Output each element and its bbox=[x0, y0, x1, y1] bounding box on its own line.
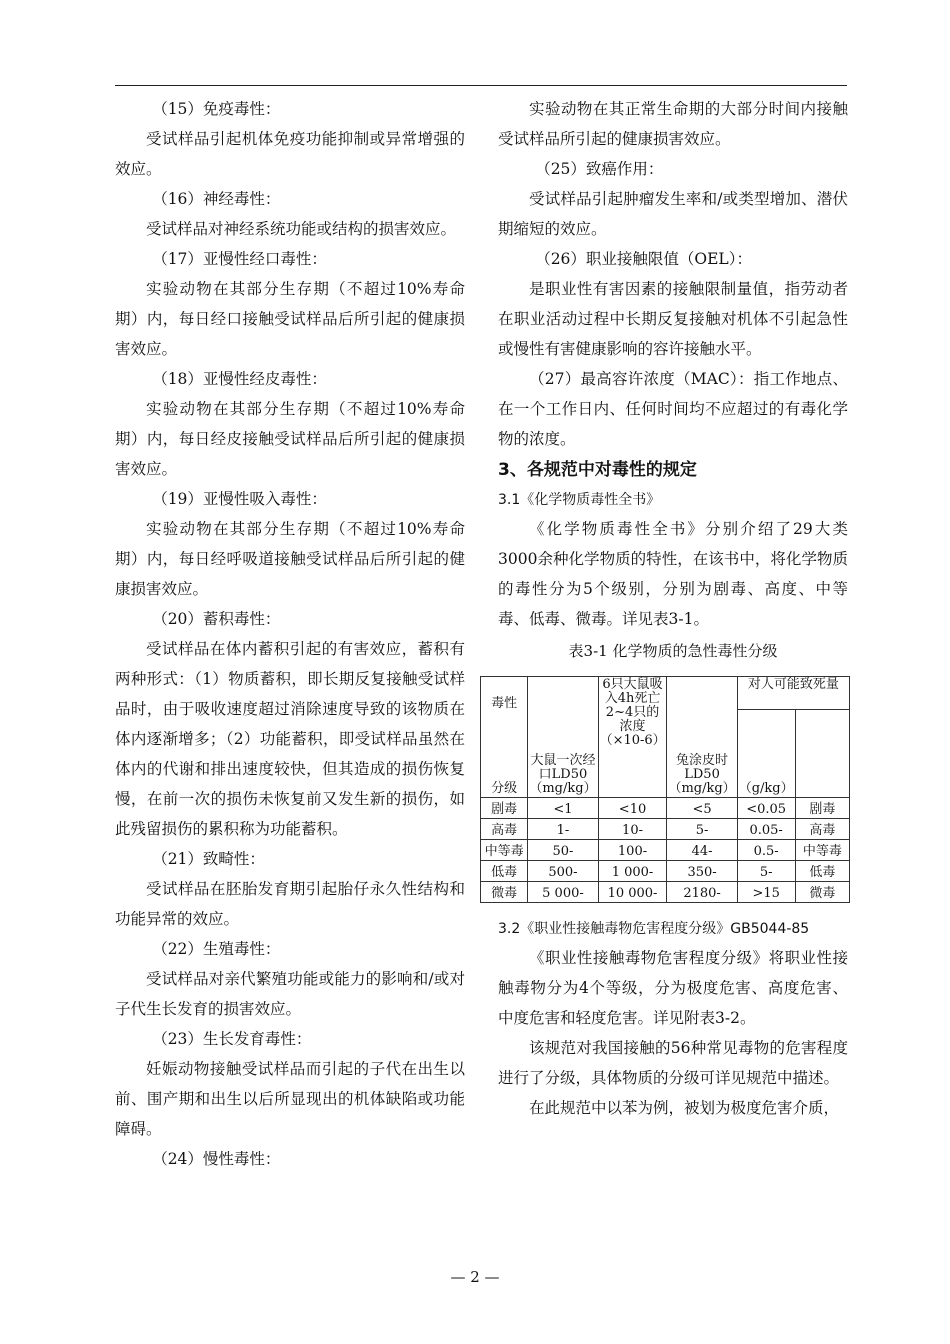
term-definition: 是职业性有害因素的接触限制量值，指劳动者在职业活动过程中长期反复接触对机体不引起急性或慢性有害健康影响的容许接触水平。 bbox=[498, 280, 848, 358]
term-definition: 实验动物在其正常生命期的大部分时间内接触受试样品所引起的健康损害效应。 bbox=[498, 100, 848, 148]
header-inhalation: 6只大鼠吸入4h死亡2~4只的浓度（×10-6） bbox=[598, 677, 667, 798]
cell-inhal: 10 000- bbox=[598, 882, 667, 903]
term-definition: 实验动物在其部分生存期（不超过10%寿命期）内，每日经呼吸道接触受试样品后所引起的健康损害效应。 bbox=[115, 520, 465, 598]
cell-skin: 2180- bbox=[667, 882, 737, 903]
cell-label: 中等毒 bbox=[795, 840, 849, 861]
cell-grade: 剧毒 bbox=[481, 798, 528, 819]
term-definition: 受试样品在胚胎发育期引起胎仔永久性结构和功能异常的效应。 bbox=[115, 880, 465, 928]
cell-label: 微毒 bbox=[795, 882, 849, 903]
cell-oral: 50- bbox=[528, 840, 598, 861]
table-row bbox=[481, 861, 850, 882]
term-definition: 实验动物在其部分生存期（不超过10%寿命期）内，每日经皮接触受试样品后所引起的健康损害效应。 bbox=[115, 400, 465, 478]
table-row bbox=[481, 819, 850, 840]
header-skin-ld50: 兔涂皮时LD50（mg/kg） bbox=[667, 677, 737, 798]
header-rule bbox=[115, 85, 847, 86]
header-human-unit: （g/kg） bbox=[737, 710, 795, 798]
cell-human: 0.05- bbox=[737, 819, 795, 840]
header-empty bbox=[795, 710, 849, 798]
cell-inhal: <10 bbox=[598, 798, 667, 819]
cell-grade: 低毒 bbox=[481, 861, 528, 882]
term-heading: （16）神经毒性： bbox=[152, 190, 281, 208]
cell-skin: 350- bbox=[667, 861, 737, 882]
cell-grade: 中等毒 bbox=[481, 840, 528, 861]
cell-oral: <1 bbox=[528, 798, 598, 819]
subsection-heading: 3.2《职业性接触毒物危害程度分级》GB5044-85 bbox=[498, 921, 810, 937]
term-heading: （22）生殖毒性： bbox=[152, 940, 281, 958]
cell-human: >15 bbox=[737, 882, 795, 903]
cell-oral: 1- bbox=[528, 819, 598, 840]
term-definition: 受试样品对亲代繁殖功能或能力的影响和/或对子代生长发育的损害效应。 bbox=[115, 970, 465, 1018]
term-heading: （17）亚慢性经口毒性： bbox=[152, 250, 327, 268]
paragraph: 《化学物质毒性全书》分别介绍了29大类3000余种化学物质的特性，在该书中，将化学物质的毒性分为5个级别，分别为剧毒、高度、中等毒、低毒、微毒。详见表3-1。 bbox=[498, 520, 848, 628]
header-human-lethal: 对人可能致死量 bbox=[737, 677, 849, 710]
right-column bbox=[484, 94, 848, 1123]
subsection-heading: 3.1《化学物质毒性全书》 bbox=[498, 492, 661, 508]
cell-grade: 高毒 bbox=[481, 819, 528, 840]
paragraph: 《职业性接触毒物危害程度分级》将职业性接触毒物分为4个等级，分为极度危害、高度危害、中度危害和轻度危害。详见附表3-2。 bbox=[498, 949, 848, 1027]
header-grade: 毒性 分级 bbox=[481, 677, 528, 798]
cell-label: 剧毒 bbox=[795, 798, 849, 819]
cell-inhal: 1 000- bbox=[598, 861, 667, 882]
term-heading: （26）职业接触限值（OEL）： bbox=[535, 250, 752, 268]
cell-skin: 5- bbox=[667, 819, 737, 840]
term-heading: （24）慢性毒性： bbox=[152, 1150, 281, 1168]
paragraph: 该规范对我国接触的56种常见毒物的危害程度进行了分级，具体物质的分级可详见规范中描述。 bbox=[498, 1039, 848, 1087]
term-heading: （21）致畸性： bbox=[152, 850, 265, 868]
term-definition: 实验动物在其部分生存期（不超过10%寿命期）内，每日经口接触受试样品后所引起的健康损害效应。 bbox=[115, 280, 465, 358]
cell-skin: <5 bbox=[667, 798, 737, 819]
cell-oral: 500- bbox=[528, 861, 598, 882]
cell-human: <0.05 bbox=[737, 798, 795, 819]
term-heading: （18）亚慢性经皮毒性： bbox=[152, 370, 327, 388]
cell-grade: 微毒 bbox=[481, 882, 528, 903]
table-caption: 表3-1 化学物质的急性毒性分级 bbox=[568, 642, 778, 660]
cell-human: 0.5- bbox=[737, 840, 795, 861]
paragraph: 在此规范中以苯为例，被划为极度危害介质， bbox=[529, 1099, 840, 1117]
term-definition: （27）最高容许浓度（MAC）：指工作地点、在一个工作日内、任何时间均不应超过的有毒化学物的浓度。 bbox=[498, 370, 848, 448]
table-row bbox=[481, 798, 850, 819]
cell-oral: 5 000- bbox=[528, 882, 598, 903]
term-heading: （25）致癌作用： bbox=[535, 160, 664, 178]
table-row bbox=[481, 882, 850, 903]
term-definition: 受试样品在体内蓄积引起的有害效应，蓄积有两种形式：（1）物质蓄积，即长期反复接触受试样品时，由于吸收速度超过消除速度导致的该物质在体内逐渐增多；（2）功能蓄积，即受试样品虽然在体内的代谢和排出速度较快，但其造成的损伤恢复慢，在前一次的损伤未恢复前又发生新的损伤，如此残留损伤的累积称为功能蓄积。 bbox=[115, 640, 465, 838]
term-definition: 受试样品引起机体免疫功能抑制或异常增强的效应。 bbox=[115, 130, 465, 178]
cell-label: 高毒 bbox=[795, 819, 849, 840]
header-oral-ld50: 大鼠一次经口LD50（mg/kg） bbox=[528, 677, 598, 798]
term-definition: 受试样品对神经系统功能或结构的损害效应。 bbox=[146, 220, 457, 238]
section-heading: 3、各规范中对毒性的规定 bbox=[498, 460, 697, 480]
term-heading: （15）免疫毒性： bbox=[152, 100, 281, 118]
cell-human: 5- bbox=[737, 861, 795, 882]
cell-skin: 44- bbox=[667, 840, 737, 861]
term-heading: （19）亚慢性吸入毒性： bbox=[152, 490, 327, 508]
term-definition: 受试样品引起肿瘤发生率和/或类型增加、潜伏期缩短的效应。 bbox=[498, 190, 848, 238]
left-column bbox=[115, 94, 465, 1174]
term-heading: （23）生长发育毒性： bbox=[152, 1030, 312, 1048]
term-heading: （20）蓄积毒性： bbox=[152, 610, 281, 628]
cell-inhal: 100- bbox=[598, 840, 667, 861]
table-row bbox=[481, 840, 850, 861]
page-number: — 2 — bbox=[450, 1268, 500, 1286]
toxicity-table bbox=[480, 676, 850, 903]
cell-label: 低毒 bbox=[795, 861, 849, 882]
term-definition: 妊娠动物接触受试样品而引起的子代在出生以前、围产期和出生以后所显现出的机体缺陷或功能障碍。 bbox=[115, 1060, 465, 1138]
cell-inhal: 10- bbox=[598, 819, 667, 840]
